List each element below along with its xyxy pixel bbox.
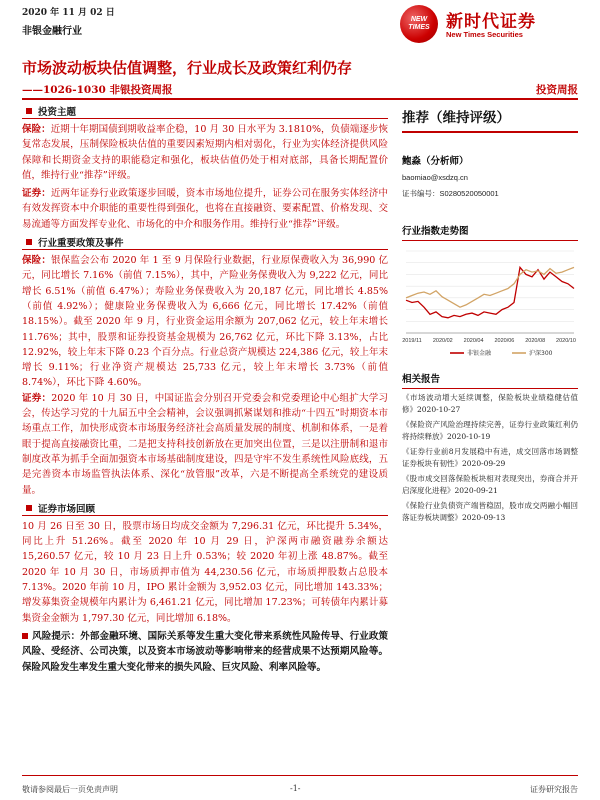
investment-insurance-paragraph	[22, 122, 388, 183]
related-report-item[interactable]: 《保险行业负债资产端皆稳固，股市成交两融小幅回落证券板块调整》2020-09-13	[402, 501, 578, 522]
section-heading: 证券市场回顾	[38, 503, 96, 515]
chart-x-tick-label: 2020/02	[432, 338, 453, 344]
section-market-review	[22, 501, 388, 516]
analyst-cert: 证书编号：S0280520050001	[402, 189, 499, 198]
paragraph-label: 保险：	[22, 124, 51, 135]
risk-label: 风险提示：	[32, 630, 81, 642]
chart-x-tick-label: 2020/06	[494, 338, 515, 344]
chart-legend-label: 非银金融	[467, 350, 492, 357]
report-date: 2020 年 11 月 02 日	[22, 8, 115, 18]
section-industry-news	[22, 235, 388, 250]
paragraph-label: 保险：	[22, 255, 52, 267]
news-insurance-paragraph	[22, 253, 388, 391]
footer-label: 证券研究报告	[530, 785, 578, 794]
index-trend-chart	[402, 245, 578, 365]
chart-legend-label: 沪深300	[529, 350, 553, 357]
logo-english-name: New Times Securities	[446, 30, 523, 39]
paragraph-text: 银保监会公布 2020 年 1 至 9 月保险行业数据，行业原保费收入为 36,990 亿元，同比增长 7.16%（前值 7.15%），其中，产险业务保费收入为 9,222 亿元，同比增长 6.51%（前值 6.47%）；寿险业务保费收入为 20,187 亿元，同比增长 4.85%（前值 4.92%）；健康险业务保费收入为 6,666 亿元，同比增长 17.42%（前值 18.15%）。截至 2020 年 9 月，行业资金运用余额为 207,062 亿元，较上年末增长 11.76%；其中，股票和证券投资基金规模为 26,762 亿元，环比下降 3.13%，占比 12.92%，较上年末下降 0.23 个百分点。行业总资产规模达 224,386 亿元，较上年末增长 9.11%；行业净资产规模达 25,733 亿元，较上年末增长 3.73%（前值 8.74%），环比下降 4.60%。	[22, 255, 388, 389]
footer-disclaimer[interactable]: 敬请参阅最后一页免责声明	[22, 785, 118, 794]
chart-x-tick-label: 2020/08	[525, 338, 546, 344]
company-logo	[400, 5, 580, 45]
section-bullet-icon	[26, 239, 32, 245]
chart-series-line-0	[406, 267, 574, 317]
section-heading: 行业重要政策及事件	[38, 238, 124, 250]
report-type: 投资周报	[536, 84, 578, 96]
investment-securities-paragraph	[22, 186, 388, 232]
chart-heading: 行业指数走势图	[402, 223, 578, 241]
page-footer	[22, 775, 578, 800]
related-reports-heading: 相关报告	[402, 371, 578, 389]
page-number: -1-	[290, 784, 301, 793]
risk-warning-paragraph	[22, 629, 388, 675]
index-trend-svg	[402, 245, 578, 365]
paragraph-text: 近期十年期国债到期收益率企稳，10 月 30 日水平为 3.1810%，负债端逐步恢复常态发展，压制保险板块估值的重要因素短期内相对弱化，行业为实体经济提供风险保障和长期资金支持的职能稳定和强化，板块估值仍处于相对底部，具备长期配置价值，维持行业“推荐”评级。	[22, 124, 388, 181]
analyst-email: baomiao@xsdzq.cn	[402, 173, 468, 182]
chart-x-tick-label: 2020/04	[463, 338, 484, 344]
paragraph-label: 证券：	[22, 188, 51, 200]
paragraph-label: 证券：	[22, 392, 52, 404]
report-subtitle: ——1026-1030 非银投资周报	[22, 84, 173, 96]
related-report-item[interactable]: 《保险资产风险治理持续完善，证券行业政策红利仍将持续释放》2020-10-19	[402, 420, 578, 441]
chart-x-tick-label: 2019/11	[402, 338, 422, 344]
risk-text: 外部金融环境、国际关系等发生重大变化带来系统性风险传导、行业政策风险、受经济、公司决策，以及资本市场波动等影响带来的经营成果不达预期风险等。保险风险发生率发生重大变化带来的损失风险、巨灾风险、利率风险等。	[22, 630, 388, 673]
industry-name: 非银金融行业	[22, 26, 82, 37]
logo-mark-icon	[400, 5, 438, 43]
rating-divider	[402, 131, 578, 133]
logo-chinese-name: 新时代证券	[446, 12, 536, 32]
main-column	[22, 104, 388, 675]
paragraph-text: 近两年证券行业政策逐步回暖，资本市场地位提升，证券公司在服务实体经济中有效发挥资本中介职能的重要性得到强化，也将在直接融资、要素配置、价格发现、交易流通等方面发挥专业化、市场化的中介和服务作用。维持行业“推荐”评级。	[22, 188, 388, 230]
news-securities-paragraph	[22, 391, 388, 498]
report-title: 市场波动板块估值调整，行业成长及政策红利仍存	[22, 59, 353, 77]
analyst-name: 鲍淼（分析师）	[402, 156, 469, 167]
header-divider	[22, 98, 578, 100]
section-investment-points	[22, 104, 388, 119]
risk-bullet-icon	[22, 633, 28, 639]
section-bullet-icon	[26, 505, 32, 511]
chart-x-tick-label: 2020/10	[556, 338, 576, 344]
paragraph-text: 2020 年 10 月 30 日，中国证监会分别召开党委会和党委理论中心组扩大学习会，传达学习党的十九届五中全会精神，会议强调抓紧谋划和推动“十四五”时期资本市场重点工作，加快形成资本市场服务经济社会高质量发展的制度、机制和体系，一是着眼于提高直接融资比重，二是把支持科技创新放在更加突出位置，三是以注册制和退市制度改革为抓手全面加强资本市场基础制度建设，四是守牢不发生系统性风险底线，五是完善资本市场监管执法体系、深化“放管服”改革，六是不断提高全系统党的建设质量。	[22, 392, 388, 496]
logo-mark-line-1: NEW	[410, 16, 428, 23]
section-heading: 投资主题	[38, 107, 77, 118]
related-report-item[interactable]: 《市场波动增大延续调整，保险板块业绩稳健估值修》2020-10-27	[402, 393, 578, 414]
section-bullet-icon	[26, 108, 32, 114]
market-review-paragraph: 10 月 26 日至 30 日，股票市场日均成交金额为 7,296.31 亿元，环比提升 5.34%，同比上升 51.26%。截至 2020 年 10 月 29 日，沪深两市融资融券余额达 15,260.57 亿元，较 10 月 23 日上升 0.53%；较 2020 年初上涨 48.87%。截至 2020 年 10 月 30 日，市场质押市值为 44,230.56 亿元，市场质押股数占总股本 7.13%。2020 年前 10 月，IPO 累计金额为 3,952.03 亿元，同比增加 143.33%；增发募集资金规模年内累计为 6,461.21 亿元，同比增加 17.23%；可转债年内累计募集资金金额为 1,797.30 亿元，同比增加 6.18%。	[22, 520, 388, 624]
related-report-item[interactable]: 《股市成交回落保险板块相对表现突出，券商合并开启深度化进程》2020-09-21	[402, 474, 578, 495]
related-report-item[interactable]: 《证券行业前8月发展稳中有进，成交回落市场调整证券板块有韧性》2020-09-29	[402, 447, 578, 468]
sidebar	[402, 104, 578, 524]
logo-mark-line-2: TIMES	[408, 24, 430, 31]
rating-text: 推荐（维持评级）	[402, 110, 510, 126]
